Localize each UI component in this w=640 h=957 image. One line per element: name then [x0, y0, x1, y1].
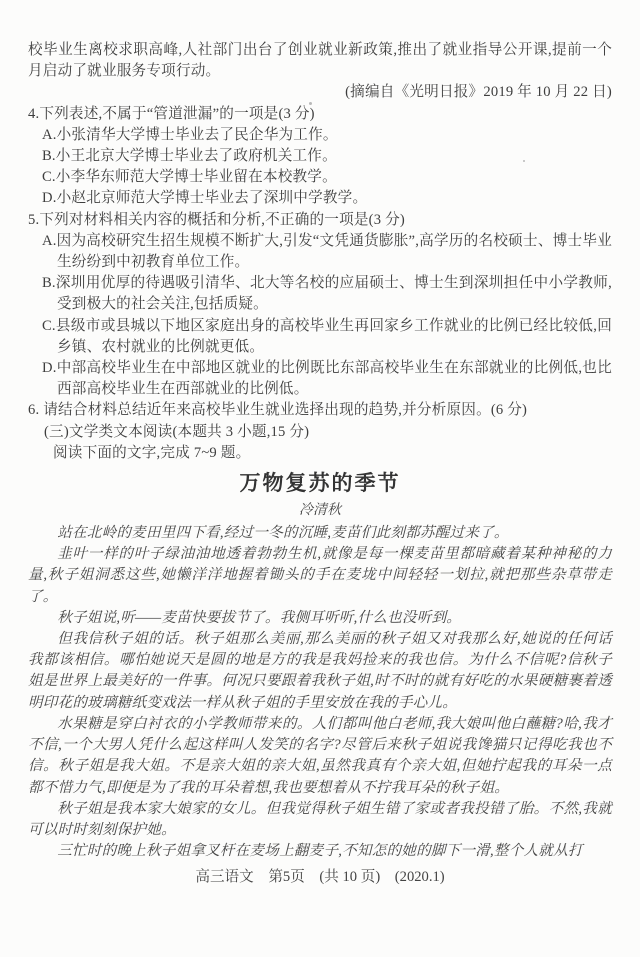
question-4-option-d: D.小赵北京师范大学博士毕业去了深圳中学教学。 [42, 190, 368, 207]
reading-title: 万物复苏的季节 [239, 471, 401, 496]
reading-paragraph-2: 韭叶一样的叶子绿油油地透着勃勃生机,就像是每一棵麦苗里都暗藏着某种神秘的力量,秋子姐洞悉这些,她懒洋洋地握着锄头的手在麦垅中间轻轻一划拉,就把那些杂草带走了。 [28, 546, 612, 605]
question-6-stem: 6. 请结合材料总结近年来高校毕业生就业选择出现的趋势,并分析原因。(6 分) [28, 402, 528, 419]
reading-paragraph-5: 水果糖是穿白衬衣的小学教师带来的。人们都叫他白老师,我大娘叫他白蘸糖?哈,我才不信,一个大男人凭什么起这样叫人发笑的名字?尽管后来秋子姐说我馋猫只记得吃我也不信。秋子姐是我大姐。不是亲大姐的亲大姐,虽然我真有个亲大姐,但她拧起我的耳朵一点都不惜力气,即便是为了我的耳朵着想,我也要想着从不拧我耳朵的秋子姐。 [28, 715, 612, 796]
reading-paragraph-1: 站在北岭的麦田里四下看,经过一冬的沉睡,麦苗们此刻都苏醒过来了。 [57, 525, 509, 542]
reading-paragraph-4: 但我信秋子姐的话。秋子姐那么美丽,那么美丽的秋子姐又对我那么好,她说的任何话我都该相信。哪怕她说天是圆的地是方的我是我妈捡来的我也信。为什么不信呢?信秋子姐是世界上最美好的一件事。何况只要跟着我秋子姐,时不时的就有好吃的水果硬糖裹着透明印花的玻璃糖纸变戏法一样从秋子姐的手里安放在我的手心儿。 [28, 631, 612, 711]
literary-reading-section [28, 422, 612, 863]
reading-paragraph-6: 秋子姐是我本家大娘家的女儿。但我觉得秋子姐生错了家或者我投错了胎。不然,我就可以时时刻刻保护她。 [28, 800, 612, 838]
page-footer: 高三语文 第5页 (共 10 页) (2020.1) [195, 869, 445, 886]
reading-paragraph-7: 三忙时的晚上秋子姐拿叉杆在麦场上翻麦子,不知怎的她的脚下一滑,整个人就从打 [57, 843, 583, 860]
reading-paragraph-3: 秋子姐说,听——麦苗快要拔节了。我侧耳听听,什么也没听到。 [57, 609, 462, 626]
question-5-option-c: C.县级市或县城以下地区家庭出身的高校毕业生再回家乡工作就业的比例已经比较低,回乡镇、农村就业的比例就更低。 [42, 317, 612, 355]
question-5-stem: 5.下列对材料相关内容的概括和分析,不正确的一项是(3 分) [28, 211, 405, 228]
question-4-option-a: A.小张清华大学博士毕业去了民企华为工作。 [42, 126, 338, 143]
scan-speck [523, 160, 525, 162]
question-5 [28, 210, 612, 401]
question-4-option-c: C.小李华东师范大学博士毕业留在本校教学。 [42, 169, 337, 186]
question-4-option-b: B.小王北京大学博士毕业去了政府机关工作。 [42, 148, 337, 165]
question-4 [28, 104, 612, 210]
reading-instruction: 阅读下面的文字,完成 7~9 题。 [53, 444, 251, 461]
intro-continuation: 校毕业生离校求职高峰,人社部门出台了创业就业新政策,推出了就业指导公开课,提前一个月启动了就业服务专项行动。 [28, 42, 612, 80]
source-attribution: (摘编自《光明日报》2019 年 10 月 22 日) [345, 84, 612, 101]
scan-speck [309, 102, 312, 105]
reading-author: 冷清秋 [299, 503, 341, 519]
question-5-option-d: D.中部高校毕业生在中部地区就业的比例既比东部高校毕业生在东部就业的比例低,也比西部高校毕业生在西部就业的比例低。 [42, 360, 612, 398]
question-5-option-b: B.深圳用优厚的待遇吸引清华、北大等名校的应届硕士、博士生到深圳担任中小学教师,受到极大的社会关注,包括质疑。 [42, 275, 612, 313]
question-4-stem: 4.下列表述,不属于“管道泄漏”的一项是(3 分) [28, 105, 315, 122]
question-5-option-a: A.因为高校研究生招生规模不断扩大,引发“文凭通货膨胀”,高学历的名校硕士、博士毕业生纷纷到中初教育单位工作。 [42, 232, 612, 271]
section-heading: (三)文学类文本阅读(本题共 3 小题,15 分) [44, 423, 310, 440]
